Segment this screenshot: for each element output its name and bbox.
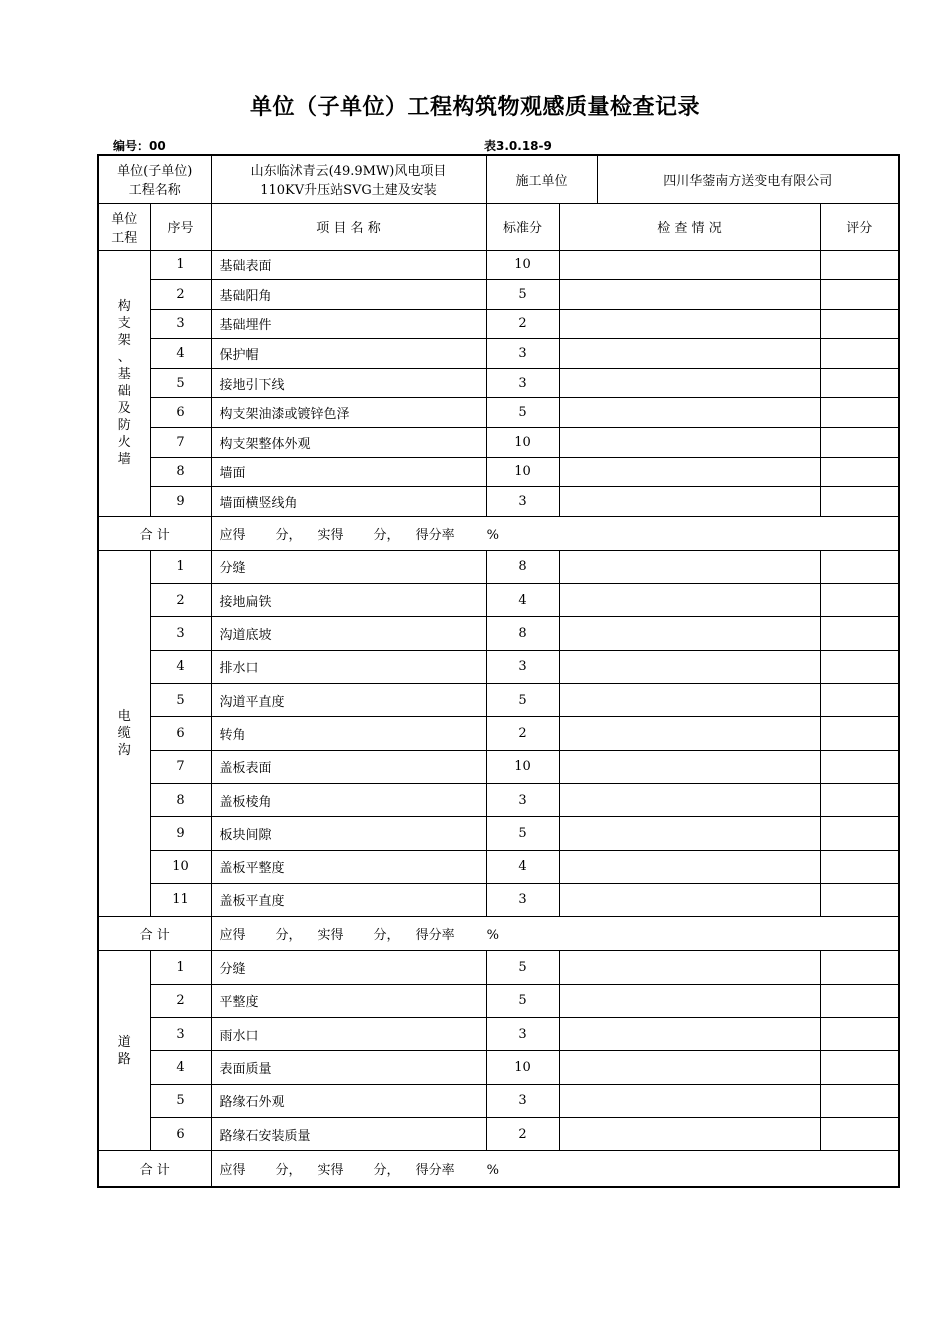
score-cell[interactable] xyxy=(820,617,899,650)
score-cell[interactable] xyxy=(820,650,899,683)
row-number: 8 xyxy=(150,783,211,816)
standard-score: 3 xyxy=(486,368,559,398)
row-number: 10 xyxy=(150,850,211,883)
check-result-cell[interactable] xyxy=(559,339,820,369)
summary-actual: 实得 xyxy=(317,928,344,944)
check-result-cell[interactable] xyxy=(559,1084,820,1117)
item-name: 构支架整体外观 xyxy=(211,428,486,458)
standard-score: 5 xyxy=(486,684,559,717)
summary-rate: 得分率 xyxy=(415,1163,455,1179)
check-result-cell[interactable] xyxy=(559,850,820,883)
section-name-char: 路 xyxy=(117,1051,131,1067)
table-row xyxy=(98,250,899,280)
standard-score: 10 xyxy=(486,428,559,458)
item-name: 盖板平直度 xyxy=(211,883,486,916)
item-name: 保护帽 xyxy=(211,339,486,369)
item-name: 沟道平直度 xyxy=(211,684,486,717)
row-number: 2 xyxy=(150,280,211,310)
standard-score: 2 xyxy=(486,1118,559,1151)
row-number: 11 xyxy=(150,883,211,916)
section-name-char: 、 xyxy=(117,350,131,366)
check-result-cell[interactable] xyxy=(559,951,820,984)
table-row xyxy=(98,951,899,984)
standard-score: 8 xyxy=(486,617,559,650)
score-cell[interactable] xyxy=(820,1017,899,1050)
summary-text xyxy=(211,917,899,951)
check-result-cell[interactable] xyxy=(559,817,820,850)
row-number: 3 xyxy=(150,617,211,650)
standard-score: 10 xyxy=(486,457,559,487)
row-number: 9 xyxy=(150,487,211,517)
table-row xyxy=(98,487,899,517)
section-name-char: 基 xyxy=(117,367,131,383)
check-result-cell[interactable] xyxy=(559,584,820,617)
item-name: 基础表面 xyxy=(211,250,486,280)
summary-pct: % xyxy=(486,1163,499,1179)
check-result-cell[interactable] xyxy=(559,883,820,916)
standard-score: 3 xyxy=(486,883,559,916)
row-number: 3 xyxy=(150,309,211,339)
score-cell[interactable] xyxy=(820,339,899,369)
item-name: 转角 xyxy=(211,717,486,750)
row-number: 1 xyxy=(150,550,211,583)
row-number: 5 xyxy=(150,684,211,717)
section-name-char: 沟 xyxy=(117,742,131,758)
standard-score: 10 xyxy=(486,1051,559,1084)
section-name-char: 墙 xyxy=(117,452,131,468)
item-name: 墙面横竖线角 xyxy=(211,487,486,517)
check-result-cell[interactable] xyxy=(559,487,820,517)
score-cell[interactable] xyxy=(820,684,899,717)
score-cell[interactable] xyxy=(820,883,899,916)
check-result-cell[interactable] xyxy=(559,457,820,487)
row-number: 7 xyxy=(150,750,211,783)
row-number: 7 xyxy=(150,428,211,458)
row-number: 8 xyxy=(150,457,211,487)
item-name: 路缘石安装质量 xyxy=(211,1118,486,1151)
table-row xyxy=(98,750,899,783)
score-cell[interactable] xyxy=(820,984,899,1017)
row-number: 5 xyxy=(150,1084,211,1117)
score-cell[interactable] xyxy=(820,487,899,517)
item-name: 沟道底坡 xyxy=(211,617,486,650)
score-cell[interactable] xyxy=(820,398,899,428)
inspection-table xyxy=(97,154,900,1188)
table-row xyxy=(98,457,899,487)
score-cell[interactable] xyxy=(820,368,899,398)
project-info-row xyxy=(98,155,899,203)
check-result-cell[interactable] xyxy=(559,984,820,1017)
section-name xyxy=(98,550,150,916)
section-name-char: 构 xyxy=(117,299,131,315)
standard-score: 3 xyxy=(486,487,559,517)
standard-score: 2 xyxy=(486,309,559,339)
summary-actual: 实得 xyxy=(317,1163,344,1179)
check-result-cell[interactable] xyxy=(559,309,820,339)
standard-score: 5 xyxy=(486,951,559,984)
summary-should: 应得 xyxy=(219,527,246,543)
table-row xyxy=(98,1118,899,1151)
summary-pct: % xyxy=(486,527,499,543)
row-number: 3 xyxy=(150,1017,211,1050)
score-cell[interactable] xyxy=(820,1118,899,1151)
col-no-header: 序号 xyxy=(150,203,211,250)
score-cell[interactable] xyxy=(820,717,899,750)
check-result-cell[interactable] xyxy=(559,1051,820,1084)
check-result-cell[interactable] xyxy=(559,550,820,583)
table-row xyxy=(98,368,899,398)
row-number: 9 xyxy=(150,817,211,850)
item-name: 分缝 xyxy=(211,550,486,583)
score-cell[interactable] xyxy=(820,850,899,883)
project-name: 山东临沭青云(49.9MW)风电项目 110KV升压站SVG土建及安装 xyxy=(211,155,486,203)
standard-score: 5 xyxy=(486,817,559,850)
score-cell[interactable] xyxy=(820,1084,899,1117)
standard-score: 3 xyxy=(486,1017,559,1050)
row-number: 4 xyxy=(150,1051,211,1084)
score-cell[interactable] xyxy=(820,783,899,816)
col-std-header: 标准分 xyxy=(486,203,559,250)
section-name-char: 架 xyxy=(117,333,131,349)
item-name: 接地扁铁 xyxy=(211,584,486,617)
item-name: 基础埋件 xyxy=(211,309,486,339)
summary-label: 合 计 xyxy=(98,917,211,951)
check-result-cell[interactable] xyxy=(559,684,820,717)
row-number: 6 xyxy=(150,717,211,750)
standard-score: 3 xyxy=(486,783,559,816)
check-result-cell[interactable] xyxy=(559,398,820,428)
standard-score: 8 xyxy=(486,550,559,583)
summary-fen1: 分， xyxy=(275,928,302,944)
col-score-header: 评分 xyxy=(820,203,899,250)
score-cell[interactable] xyxy=(820,250,899,280)
standard-score: 4 xyxy=(486,850,559,883)
item-name: 盖板平整度 xyxy=(211,850,486,883)
standard-score: 10 xyxy=(486,750,559,783)
standard-score: 3 xyxy=(486,1084,559,1117)
check-result-cell[interactable] xyxy=(559,250,820,280)
section-name-char: 电 xyxy=(117,708,131,724)
table-number: 表3.0.18-9 xyxy=(484,139,552,153)
section-name-char: 道 xyxy=(117,1034,131,1050)
table-row xyxy=(98,717,899,750)
standard-score: 5 xyxy=(486,398,559,428)
score-cell[interactable] xyxy=(820,428,899,458)
standard-score: 4 xyxy=(486,584,559,617)
col-check-header: 检 查 情 况 xyxy=(559,203,820,250)
check-result-cell[interactable] xyxy=(559,650,820,683)
summary-pct: % xyxy=(486,928,499,944)
item-name: 墙面 xyxy=(211,457,486,487)
summary-fen2: 分， xyxy=(373,928,400,944)
item-name: 基础阳角 xyxy=(211,280,486,310)
table-row xyxy=(98,1084,899,1117)
col-unit-header: 单位 工程 xyxy=(98,203,150,250)
check-result-cell[interactable] xyxy=(559,717,820,750)
table-row xyxy=(98,339,899,369)
table-row xyxy=(98,650,899,683)
summary-label: 合 计 xyxy=(98,516,211,550)
item-name: 盖板表面 xyxy=(211,750,486,783)
score-cell[interactable] xyxy=(820,309,899,339)
item-name: 构支架油漆或镀锌色泽 xyxy=(211,398,486,428)
item-name: 分缝 xyxy=(211,951,486,984)
item-name: 平整度 xyxy=(211,984,486,1017)
item-name: 排水口 xyxy=(211,650,486,683)
check-result-cell[interactable] xyxy=(559,368,820,398)
table-row xyxy=(98,1051,899,1084)
table-row xyxy=(98,883,899,916)
section-name-char: 支 xyxy=(117,316,131,332)
row-number: 1 xyxy=(150,250,211,280)
summary-label: 合 计 xyxy=(98,1151,211,1187)
row-number: 6 xyxy=(150,1118,211,1151)
check-result-cell[interactable] xyxy=(559,617,820,650)
table-row xyxy=(98,398,899,428)
row-number: 1 xyxy=(150,951,211,984)
score-cell[interactable] xyxy=(820,951,899,984)
col-item-header: 项 目 名 称 xyxy=(211,203,486,250)
item-name: 板块间隙 xyxy=(211,817,486,850)
row-number: 2 xyxy=(150,584,211,617)
summary-fen2: 分， xyxy=(373,1163,400,1179)
table-row xyxy=(98,280,899,310)
contractor-name: 四川华蓥南方送变电有限公司 xyxy=(597,155,899,203)
row-number: 5 xyxy=(150,368,211,398)
summary-text xyxy=(211,516,899,550)
summary-should: 应得 xyxy=(219,1163,246,1179)
summary-row xyxy=(98,917,899,951)
check-result-cell[interactable] xyxy=(559,783,820,816)
summary-actual: 实得 xyxy=(317,527,344,543)
column-header-row xyxy=(98,203,899,250)
item-name: 表面质量 xyxy=(211,1051,486,1084)
standard-score: 5 xyxy=(486,984,559,1017)
item-name: 雨水口 xyxy=(211,1017,486,1050)
summary-rate: 得分率 xyxy=(415,928,455,944)
section-name-char: 防 xyxy=(117,418,131,434)
section-name-char: 缆 xyxy=(117,725,131,741)
score-cell[interactable] xyxy=(820,1051,899,1084)
check-result-cell[interactable] xyxy=(559,428,820,458)
check-result-cell[interactable] xyxy=(559,750,820,783)
item-name: 接地引下线 xyxy=(211,368,486,398)
score-cell[interactable] xyxy=(820,750,899,783)
check-result-cell[interactable] xyxy=(559,1017,820,1050)
item-name: 盖板棱角 xyxy=(211,783,486,816)
table-row xyxy=(98,617,899,650)
table-row xyxy=(98,1017,899,1050)
summary-text xyxy=(211,1151,899,1187)
summary-fen2: 分， xyxy=(373,527,400,543)
row-number: 2 xyxy=(150,984,211,1017)
standard-score: 3 xyxy=(486,339,559,369)
standard-score: 2 xyxy=(486,717,559,750)
table-row xyxy=(98,550,899,583)
table-row xyxy=(98,584,899,617)
summary-row xyxy=(98,1151,899,1187)
summary-fen1: 分， xyxy=(275,1163,302,1179)
row-number: 4 xyxy=(150,650,211,683)
item-name: 路缘石外观 xyxy=(211,1084,486,1117)
standard-score: 10 xyxy=(486,250,559,280)
table-row xyxy=(98,984,899,1017)
row-number: 6 xyxy=(150,398,211,428)
standard-score: 3 xyxy=(486,650,559,683)
table-row xyxy=(98,783,899,816)
table-row xyxy=(98,684,899,717)
score-cell[interactable] xyxy=(820,280,899,310)
score-cell[interactable] xyxy=(820,457,899,487)
table-row xyxy=(98,817,899,850)
summary-should: 应得 xyxy=(219,928,246,944)
standard-score: 5 xyxy=(486,280,559,310)
table-row xyxy=(98,428,899,458)
serial-number: 编号：00 xyxy=(113,139,166,153)
section-name xyxy=(98,951,150,1151)
score-cell[interactable] xyxy=(820,550,899,583)
page-title: 单位（子单位）工程构筑物观感质量检查记录 xyxy=(249,95,700,120)
summary-row xyxy=(98,516,899,550)
summary-rate: 得分率 xyxy=(415,527,455,543)
section-name-char: 及 xyxy=(117,401,131,417)
check-result-cell[interactable] xyxy=(559,1118,820,1151)
unit-name-label: 单位(子单位) 工程名称 xyxy=(98,155,211,203)
section-name-char: 火 xyxy=(117,435,131,451)
table-row xyxy=(98,850,899,883)
section-name-char: 础 xyxy=(117,384,131,400)
score-cell[interactable] xyxy=(820,817,899,850)
row-number: 4 xyxy=(150,339,211,369)
contractor-label: 施工单位 xyxy=(486,155,597,203)
score-cell[interactable] xyxy=(820,584,899,617)
check-result-cell[interactable] xyxy=(559,280,820,310)
table-row xyxy=(98,309,899,339)
section-name xyxy=(98,250,150,516)
summary-fen1: 分， xyxy=(275,527,302,543)
